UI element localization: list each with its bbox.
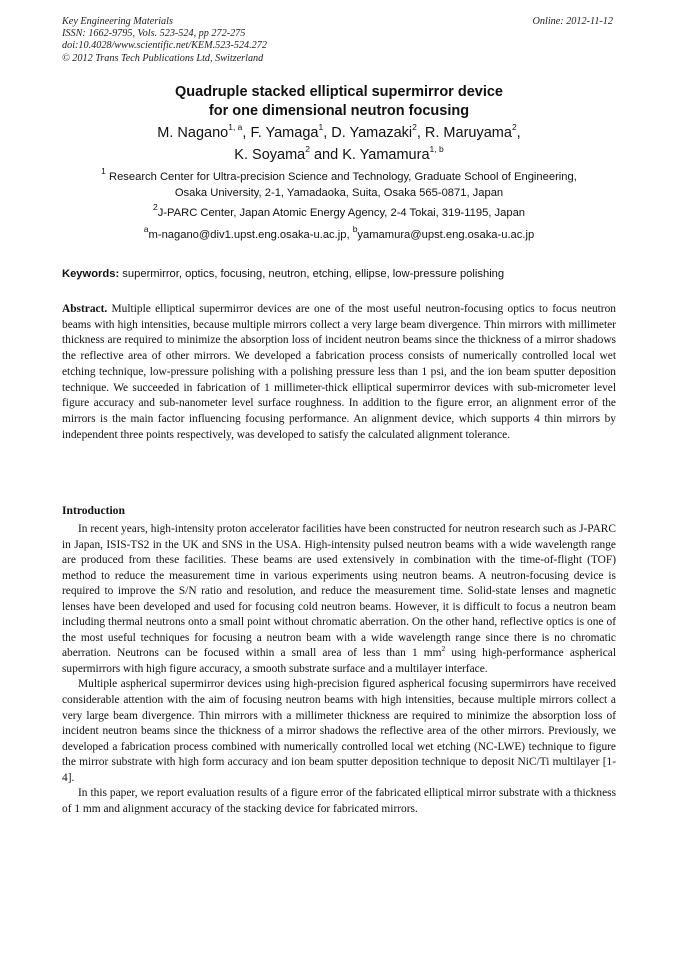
email-link[interactable]: m-nagano@div1.upst.eng.osaka-u.ac.jp,	[148, 229, 353, 241]
author-name: K. Soyama	[234, 147, 306, 163]
online-date: Online: 2012-11-12	[532, 16, 613, 27]
paragraph: In this paper, we report evaluation results of a figure error of the fabricated elliptical mirror substrate with a thickness of 1 mm and alignment accuracy of the stacking device for fabricated mirrors.	[62, 787, 616, 815]
author-affiliation-mark: 2	[305, 144, 310, 155]
author-name: M. Nagano	[157, 125, 229, 141]
author-name: D. Yamazaki	[331, 125, 413, 141]
copyright-line: © 2012 Trans Tech Publications Ltd, Switzerland	[62, 52, 264, 64]
affiliation-2	[62, 202, 616, 221]
email-mark: b	[352, 224, 358, 235]
paragraph-text: In recent years, high-intensity proton accelerator facilities have been constructed for neutron research such as J-PARC in Japan, ISIS-TS2 in the UK and SNS in the USA. High-intensity pulsed neutron beams with a wide wavelength range are produced from these facilities. These beams are used extensively in combination with the time-of-flight (TOF) method to reduce the measurement time in various experiments using neutron beams. A neutron-focusing device is required to improve the S/N ratio and resolution, and reduce the measurement time. Solid-state lenses and magnetic lenses have been developed and used for focusing cold neutron beams. However, it is difficult to focus a neutron beam including thermal neutrons onto a small point without chromatic aberration. On the other hand, reflective optics is one of the most useful techniques for focusing a neutron beam with a wide wavelength range since there is no chromatic aberration. Neutrons can be focused within a small area of less than 1 mm	[62, 523, 616, 660]
affiliation-1-line-1	[62, 166, 616, 185]
abstract-text: Multiple elliptical supermirror devices are one of the most useful neutron-focusing optics to focus neutron beams with high intensities, because multiple mirrors collect a very large beam divergence. Thin mirrors with millimeter thickness are required to minimize the absorption loss of incident neutron beams since the thickness of a mirror shadows the reflective area of other mirrors. We developed a fabrication process consists of numerically controlled local wet etching technique, low-pressure polishing with a polishing pressure less than 1 psi, and the ion beam sputter deposition technique. We succeeded in fabrication of 1 millimeter-thick elliptical supermirror devices with sub-micrometer level figure accuracy and sub-nanometer level surface roughness. In addition to the figure error, an alignment error of the mirrors is the main factor influencing focusing performance. An alignment device, which supports 4 thin mirrors by independent three points respectively, was developed to satisfy the calculated alignment tolerance.	[62, 303, 616, 441]
author-affiliation-mark: 2	[412, 122, 417, 133]
email-link[interactable]: yamamura@upst.eng.osaka-u.ac.jp	[357, 229, 535, 241]
affiliation-mark: 2	[152, 202, 158, 213]
author-line-1	[62, 122, 616, 144]
affiliation-1-line-2: Osaka University, 2-1, Yamadaoka, Suita, Osaka 565-0871, Japan	[174, 187, 504, 199]
keywords	[62, 267, 622, 281]
affiliation-text: J-PARC Center, Japan Atomic Energy Agency, 2-4 Tokai, 319-1195, Japan	[157, 207, 526, 219]
affiliation-text: Research Center for Ultra-precision Science and Technology, Graduate School of Engineering,	[105, 171, 577, 183]
author-affiliation-mark: 2	[511, 122, 517, 133]
paragraph: Multiple aspherical supermirror devices using high-precision figured aspherical focusing supermirrors have received considerable attention with the aim of focusing neutron beams with high intensities, because multiple mirrors collect a very large beam divergence. Thin mirrors with a millimeter thickness are required to minimize the absorption loss of incident neutron beams since the thickness of a mirror shadows the reflective area of the other mirrors. Previously, we developed a fabrication process combined with numerically controlled local wet etching (NC-LWE) technique to figure the mirror substrate with high form accuracy and ion beam sputter deposition technique to deposit NiC/Ti multilayer [1-4].	[62, 678, 616, 784]
author-list	[62, 122, 616, 166]
paper-title	[62, 83, 616, 120]
doi-line: doi:10.4028/www.scientific.net/KEM.523-524.272	[62, 40, 267, 52]
title-line-1: Quadruple stacked elliptical supermirror device	[175, 84, 503, 100]
author-separator: ,	[516, 125, 521, 141]
paragraph	[62, 522, 616, 677]
author-affiliation-mark: 1, a	[228, 122, 243, 133]
author-name: R. Maruyama	[424, 125, 512, 141]
journal-name: Key Engineering Materials	[62, 16, 173, 27]
paragraph-text: using high-performance aspherical supermirrors with high figure accuracy, a smooth substrate surface and a multilayer interface.	[62, 647, 616, 675]
issn-line: ISSN: 1662-9795, Vols. 523-524, pp 272-275	[62, 28, 246, 40]
title-line-2: for one dimensional neutron focusing	[208, 102, 470, 119]
email-mark: a	[143, 224, 149, 235]
author-and: and	[309, 147, 343, 163]
author-affiliation-mark: 1, b	[429, 144, 444, 155]
superscript: 2	[441, 644, 446, 654]
author-separator: ,	[323, 125, 332, 141]
section-heading-introduction: Introduction	[62, 504, 125, 517]
author-name: K. Yamamura	[342, 147, 430, 163]
abstract-label: Abstract.	[62, 303, 108, 315]
author-affiliation-mark: 1	[318, 122, 324, 133]
author-emails	[62, 224, 616, 243]
introduction-body	[62, 522, 616, 817]
affiliation-1	[62, 166, 616, 201]
author-name: F. Yamaga	[250, 125, 319, 141]
journal-header	[62, 16, 267, 65]
author-line-2	[62, 144, 616, 166]
author-separator: ,	[242, 125, 251, 141]
author-separator: ,	[416, 125, 425, 141]
keywords-label: Keywords:	[62, 268, 120, 280]
keywords-text: supermirror, optics, focusing, neutron, etching, ellipse, low-pressure polishing	[119, 268, 505, 280]
abstract	[62, 302, 616, 443]
affiliation-mark: 1	[101, 166, 106, 177]
